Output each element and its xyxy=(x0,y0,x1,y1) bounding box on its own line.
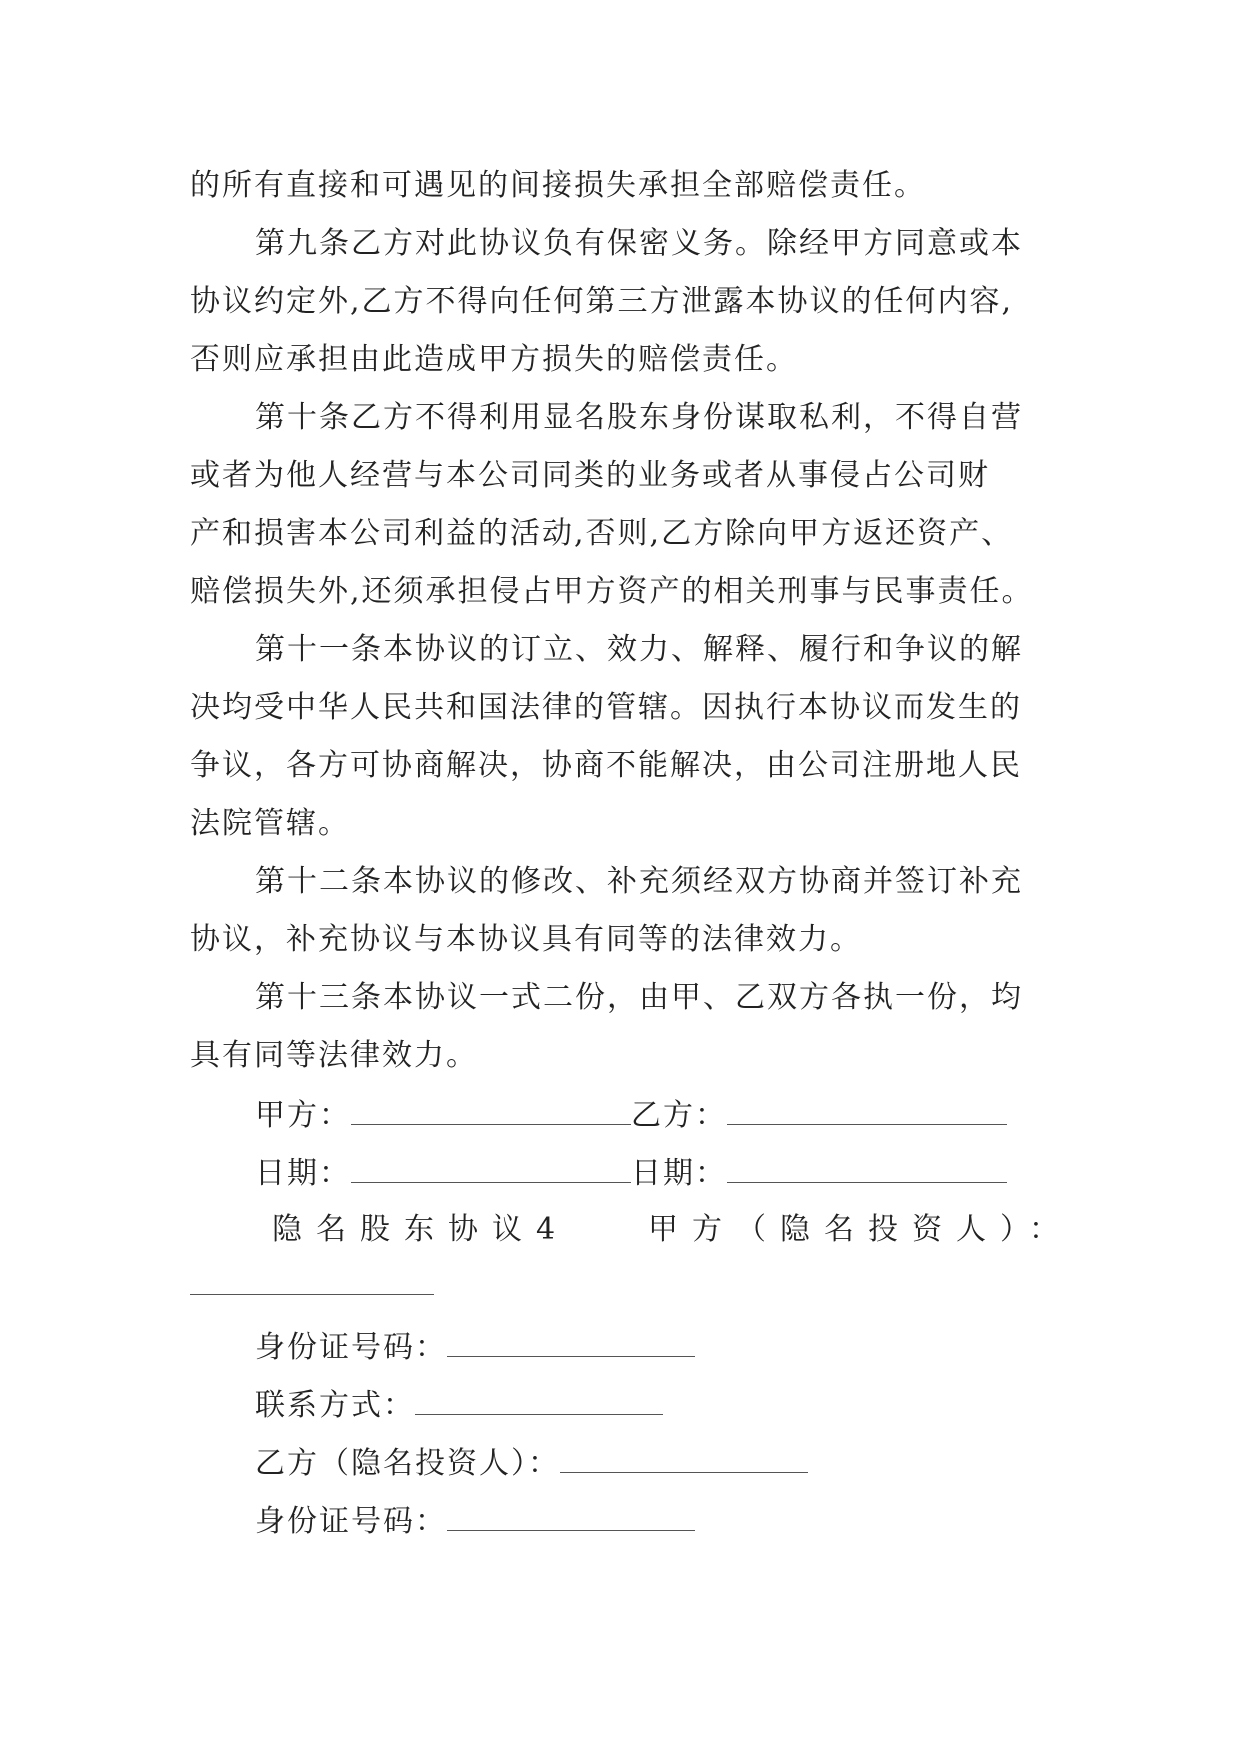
date-a-label: 日期： xyxy=(255,1156,351,1191)
paragraph-line: 协议约定外,乙方不得向任何第三方泄露本协议的任何内容, xyxy=(190,284,1014,319)
paragraph-line: 第十三条本协议一式二份，由甲、乙双方各执一份，均 xyxy=(255,980,1023,1015)
paragraph-line: 赔偿损失外,还须承担侵占甲方资产的相关刑事与民事责任。 xyxy=(190,574,1034,609)
id-number-row-2 xyxy=(255,1500,695,1540)
party-a-label: 甲方： xyxy=(255,1098,351,1133)
party-a-blank[interactable] xyxy=(351,1094,631,1125)
contact-label: 联系方式： xyxy=(255,1388,415,1423)
paragraph-line: 的所有直接和可遇见的间接损失承担全部赔偿责任。 xyxy=(190,168,926,203)
party-a-signature-row xyxy=(255,1094,1007,1134)
paragraph-line: 产和损害本公司利益的活动,否则,乙方除向甲方返还资产、 xyxy=(190,516,1014,551)
paragraph-line: 第十条乙方不得利用显名股东身份谋取私利，不得自营 xyxy=(255,400,1023,435)
date-b-blank[interactable] xyxy=(727,1152,1007,1183)
contact-row xyxy=(255,1384,663,1424)
id-number-blank-2[interactable] xyxy=(447,1500,695,1531)
next-agreement-title: 隐名股东协议4 xyxy=(272,1212,570,1247)
paragraph-line: 决均受中华人民共和国法律的管辖。因执行本协议而发生的 xyxy=(190,690,1022,725)
paragraph-line: 具有同等法律效力。 xyxy=(190,1038,478,1073)
date-a-blank[interactable] xyxy=(351,1152,631,1183)
party-b-blank[interactable] xyxy=(727,1094,1007,1125)
party-b-investor-label: 乙方（隐名投资人）： xyxy=(255,1446,560,1481)
party-b-label: 乙方： xyxy=(631,1098,727,1133)
party-b-row xyxy=(255,1442,808,1482)
paragraph-line: 第九条乙方对此协议负有保密义务。除经甲方同意或本 xyxy=(255,226,1023,261)
next-party-a-blank[interactable] xyxy=(190,1294,434,1295)
next-party-a-label: 甲方（隐名投资人）： xyxy=(648,1212,1073,1247)
contact-blank[interactable] xyxy=(415,1384,663,1415)
paragraph-line: 或者为他人经营与本公司同类的业务或者从事侵占公司财 xyxy=(190,458,990,493)
paragraph-line: 争议，各方可协商解决，协商不能解决，由公司注册地人民 xyxy=(190,748,1022,783)
date-b-label: 日期： xyxy=(631,1156,727,1191)
paragraph-line: 否则应承担由此造成甲方损失的赔偿责任。 xyxy=(190,342,798,377)
paragraph-line: 第十一条本协议的订立、效力、解释、履行和争议的解 xyxy=(255,632,1023,667)
paragraph-line: 第十二条本协议的修改、补充须经双方协商并签订补充 xyxy=(255,864,1023,899)
id-number-label-2: 身份证号码： xyxy=(255,1504,447,1539)
id-number-label: 身份证号码： xyxy=(255,1330,447,1365)
date-signature-row xyxy=(255,1152,1007,1192)
party-b-investor-blank[interactable] xyxy=(560,1442,808,1473)
paragraph-line: 法院管辖。 xyxy=(190,806,350,841)
id-number-blank[interactable] xyxy=(447,1326,695,1357)
paragraph-line: 协议，补充协议与本协议具有同等的法律效力。 xyxy=(190,922,862,957)
id-number-row xyxy=(255,1326,695,1366)
